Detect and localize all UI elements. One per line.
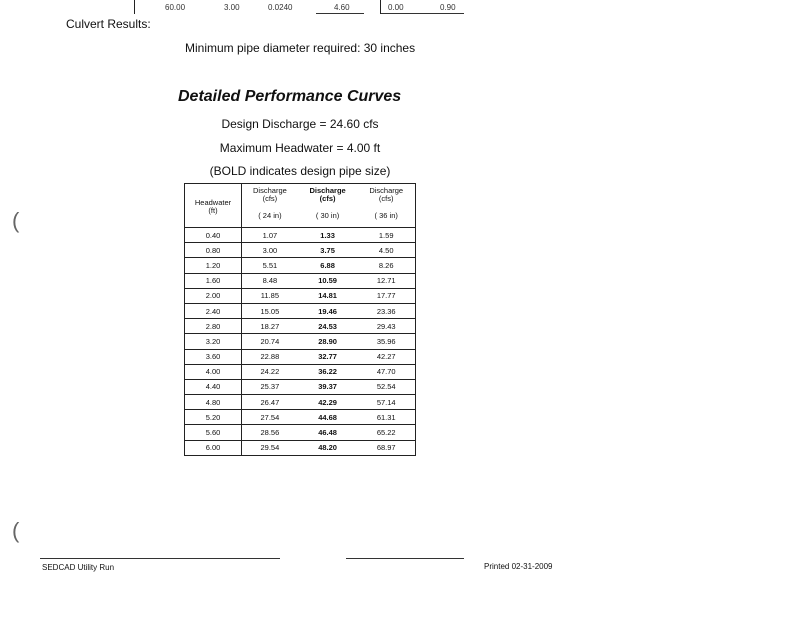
cell-discharge-30in: 48.20 <box>298 440 358 455</box>
cell-discharge-24in: 24.22 <box>242 364 298 379</box>
table-row <box>185 258 416 273</box>
header-label: Discharge <box>253 186 287 195</box>
header-label: Discharge <box>369 186 404 195</box>
table-row <box>185 273 416 288</box>
footer-right-text: Printed 02-31-2009 <box>484 562 553 571</box>
cell-headwater: 1.20 <box>185 258 242 273</box>
column-header-headwater <box>185 184 242 228</box>
design-discharge-text: Design Discharge = 24.60 cfs <box>221 117 379 131</box>
bold-note-text: (BOLD indicates design pipe size) <box>209 164 391 178</box>
cell-discharge-36in: 57.14 <box>357 395 415 410</box>
cell-discharge-24in: 11.85 <box>242 288 298 303</box>
cell-discharge-30in: 39.37 <box>298 379 358 394</box>
fragment-cell: 60.00 <box>165 3 186 12</box>
cell-discharge-30in: 46.48 <box>298 425 358 440</box>
table-row <box>185 303 416 318</box>
fragment-border <box>134 0 135 14</box>
column-header-24in <box>242 184 298 228</box>
previous-table-fragment <box>134 0 464 14</box>
header-unit: (ft) <box>208 206 218 215</box>
margin-bracket: ( <box>12 518 20 543</box>
cell-discharge-24in: 18.27 <box>242 319 298 334</box>
table-row <box>185 410 416 425</box>
margin-bracket: ( <box>12 208 20 233</box>
cell-discharge-36in: 47.70 <box>357 364 415 379</box>
cell-discharge-36in: 8.26 <box>357 258 415 273</box>
header-unit: (cfs) <box>378 194 394 203</box>
cell-discharge-30in: 32.77 <box>298 349 358 364</box>
cell-discharge-30in: 36.22 <box>298 364 358 379</box>
table-row <box>185 334 416 349</box>
table-row <box>185 349 416 364</box>
cell-headwater: 2.80 <box>185 319 242 334</box>
fragment-border <box>380 0 381 14</box>
footer-rule <box>40 558 280 559</box>
cell-discharge-36in: 68.97 <box>357 440 415 455</box>
header-size: ( 30 in) <box>315 211 340 220</box>
fragment-underline <box>316 13 364 14</box>
cell-headwater: 2.40 <box>185 303 242 318</box>
cell-discharge-30in: 3.75 <box>298 243 358 258</box>
min-pipe-diameter-text: Minimum pipe diameter required: 30 inches <box>185 41 416 55</box>
cell-discharge-24in: 29.54 <box>242 440 298 455</box>
table-row <box>185 364 416 379</box>
cell-discharge-36in: 35.96 <box>357 334 415 349</box>
cell-discharge-24in: 1.07 <box>242 228 298 243</box>
cell-headwater: 2.00 <box>185 288 242 303</box>
table-header-row <box>185 184 416 228</box>
cell-discharge-24in: 20.74 <box>242 334 298 349</box>
fragment-cell: 0.0240 <box>268 3 293 12</box>
cell-discharge-30in: 24.53 <box>298 319 358 334</box>
cell-discharge-30in: 44.68 <box>298 410 358 425</box>
cell-discharge-24in: 15.05 <box>242 303 298 318</box>
cell-discharge-36in: 12.71 <box>357 273 415 288</box>
cell-discharge-24in: 8.48 <box>242 273 298 288</box>
cell-discharge-30in: 19.46 <box>298 303 358 318</box>
table-body <box>185 228 416 456</box>
cell-headwater: 0.80 <box>185 243 242 258</box>
cell-discharge-36in: 52.54 <box>357 379 415 394</box>
cell-discharge-30in: 28.90 <box>298 334 358 349</box>
table-row <box>185 228 416 243</box>
table-row <box>185 288 416 303</box>
cell-discharge-24in: 27.54 <box>242 410 298 425</box>
cell-headwater: 4.00 <box>185 364 242 379</box>
cell-discharge-36in: 1.59 <box>357 228 415 243</box>
cell-headwater: 5.20 <box>185 410 242 425</box>
footer-left-text: SEDCAD Utility Run <box>42 563 115 572</box>
cell-discharge-36in: 23.36 <box>357 303 415 318</box>
fragment-cell: 0.00 <box>388 3 404 12</box>
fragment-underline <box>380 13 464 14</box>
cell-discharge-24in: 28.56 <box>242 425 298 440</box>
cell-discharge-24in: 22.88 <box>242 349 298 364</box>
cell-discharge-36in: 65.22 <box>357 425 415 440</box>
table-row <box>185 379 416 394</box>
cell-discharge-30in: 1.33 <box>298 228 358 243</box>
footer-rule <box>346 558 464 559</box>
cell-headwater: 1.60 <box>185 273 242 288</box>
cell-discharge-30in: 42.29 <box>298 395 358 410</box>
cell-headwater: 4.40 <box>185 379 242 394</box>
column-header-30in <box>298 184 358 228</box>
cell-discharge-36in: 29.43 <box>357 319 415 334</box>
fragment-cell: 0.90 <box>440 3 456 12</box>
header-label: Headwater <box>194 198 232 207</box>
table-row <box>185 243 416 258</box>
section-title: Detailed Performance Curves <box>178 88 402 105</box>
performance-table <box>184 183 416 456</box>
max-headwater-text: Maximum Headwater = 4.00 ft <box>219 141 381 155</box>
cell-discharge-24in: 26.47 <box>242 395 298 410</box>
cell-headwater: 4.80 <box>185 395 242 410</box>
culvert-results-label: Culvert Results: <box>66 17 151 31</box>
header-unit: (cfs) <box>319 194 336 203</box>
fragment-cell: 4.60 <box>334 3 350 12</box>
header-label: Discharge <box>309 186 346 195</box>
cell-headwater: 6.00 <box>185 440 242 455</box>
cell-discharge-36in: 17.77 <box>357 288 415 303</box>
header-size: ( 24 in) <box>258 211 282 220</box>
column-header-36in <box>357 184 415 228</box>
cell-discharge-24in: 25.37 <box>242 379 298 394</box>
table-row <box>185 425 416 440</box>
cell-discharge-30in: 14.81 <box>298 288 358 303</box>
cell-headwater: 5.60 <box>185 425 242 440</box>
table-row <box>185 395 416 410</box>
cell-headwater: 0.40 <box>185 228 242 243</box>
cell-discharge-36in: 61.31 <box>357 410 415 425</box>
cell-headwater: 3.20 <box>185 334 242 349</box>
header-size: ( 36 in) <box>374 211 398 220</box>
cell-discharge-36in: 4.50 <box>357 243 415 258</box>
table-row <box>185 319 416 334</box>
fragment-cell: 3.00 <box>224 3 240 12</box>
cell-headwater: 3.60 <box>185 349 242 364</box>
cell-discharge-24in: 5.51 <box>242 258 298 273</box>
table-row <box>185 440 416 455</box>
cell-discharge-36in: 42.27 <box>357 349 415 364</box>
cell-discharge-24in: 3.00 <box>242 243 298 258</box>
header-unit: (cfs) <box>262 194 278 203</box>
cell-discharge-30in: 10.59 <box>298 273 358 288</box>
cell-discharge-30in: 6.88 <box>298 258 358 273</box>
